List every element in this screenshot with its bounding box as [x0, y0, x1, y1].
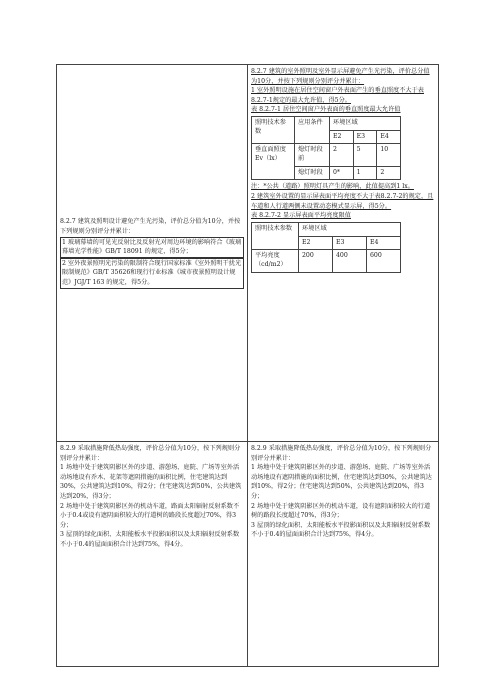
zone-cell: E3 [353, 130, 377, 144]
clause-heading: 8.2.9 采取措施降低热岛强度，评价总分值为10分，按下列规则分别评分并累计： [251, 445, 432, 462]
clause-item-1: 1 室外照明设施在居住空间窗户外表面产生的垂直照度不大于表8.2.7-1规定的最大允许值，得5分。 [251, 87, 424, 104]
clause-item-1: 1 玻璃幕墙的可见光反射比及反射光对周边环境的影响符合《玻璃幕墙光学性能》GB/T 18091 的规定，得5分； [60, 237, 244, 258]
clause-item-2: 2 场地中处于建筑阴影区外的机动车道，设有遮阴面积较大的行道树的路段长度超过70%，得3分； [251, 502, 431, 520]
clause-8-2-9-new [248, 442, 439, 667]
condition-cell: 熄灯时段前 [295, 144, 330, 166]
value-cell: 400 [333, 250, 367, 272]
zone-cell: E4 [367, 236, 401, 250]
header-cell: 照明技术参数 [252, 117, 295, 144]
header-cell: 环境区域 [330, 117, 401, 131]
luminance-table [251, 222, 401, 273]
condition-cell: 熄灯时段 [295, 166, 330, 180]
value-cell: 0* [330, 166, 354, 180]
value-cell: 2 [377, 166, 401, 180]
header-cell: 应用条件 [295, 117, 330, 144]
zone-cell: E4 [377, 130, 401, 144]
table-caption: 表 8.2.7-1 居住空间窗户外表面的垂直照度最大允许值 [251, 106, 401, 114]
clause-item-3: 3 屋顶的绿化面积、太阳能板水平投影面积以及太阳辐射反射系数不小于0.4的屋面面积合计达到75%，得4分。 [251, 521, 431, 539]
clause-8-2-7-old [57, 65, 248, 442]
clause-8-2-7-new [248, 65, 439, 442]
clause-heading: 8.2.7 建筑及照明设计避免产生光污染，评价总分值为10分，并按下列规则分别评分并累计： [60, 218, 241, 235]
value-cell: 2 [330, 144, 354, 166]
value-cell: 10 [377, 144, 401, 166]
clause-item-3: 3 屋顶的绿化面积、太阳能板水平投影面积以及太阳辐射反射系数不小于0.4的屋面面积合计达到75%，得4分。 [60, 531, 240, 549]
table-note: 注：*公共（道路）照明灯具产生的影响，此值提高到1 lx。 [251, 183, 414, 191]
header-cell: 环境区域 [299, 222, 401, 236]
comparison-table [56, 64, 439, 667]
param-cell: 垂直面照度Ev（lx） [252, 144, 295, 180]
value-cell: 600 [367, 250, 401, 272]
zone-cell: E2 [330, 130, 354, 144]
table-row [57, 442, 439, 667]
value-cell: 5 [353, 144, 377, 166]
header-cell: 照明技术参数 [252, 222, 299, 249]
table-caption: 表 8.2.7-2 显示屏表面平均亮度限值 [251, 212, 351, 220]
clause-item-2: 2 场地中处于建筑阴影区外的机动车道，路面太阳辐射反射系数不小于0.4或设有遮阴面积较大的行道树的路段长度超过70%，得3分； [60, 502, 240, 529]
clause-item-2: 2 建筑室外设置的显示屏表面平均亮度不大于表8.2.7-2的规定，且车道和人行道两侧未设置动态模式显示屏，得5分。 [251, 193, 434, 210]
clause-heading: 8.2.7 建筑的室外照明及室外显示屏避免产生光污染，评价总分值为10分，并按下列规则分别评分并累计： [251, 68, 430, 85]
zone-cell: E2 [299, 236, 333, 250]
clause-item-1: 1 场地中处于建筑阴影区外的步道、游憩场、庭院、广场等室外活动场地设有遮阴措施的面积比例，住宅建筑达到30%，公共建筑达到10%，得2分；住宅建筑达到50%，公共建筑达到20%，得3分； [251, 464, 432, 501]
clause-item-2: 2 室外夜景照明光污染的限制符合现行国家标准《室外照明干扰光限制规范》GB/T 35626和现行行业标准《城市夜景照明设计规范》JGJ/T 163 的规定，得5分。 [60, 258, 244, 289]
value-cell: 200 [299, 250, 333, 272]
clause-heading: 8.2.9 采取措施降低热岛强度，评价总分值为10分，按下列规则分别评分并累计： [60, 445, 241, 462]
clause-8-2-9-old [57, 442, 248, 667]
table-row [57, 65, 439, 442]
clause-item-1: 1 场地中处于建筑阴影区外的步道、游憩场、庭院、广场等室外活动场地设有乔木、花架等遮阴措施的面积比例，住宅建筑达到30%，公共建筑达到10%，得2分；住宅建筑达到50%，公共建筑达到20%，得3分； [60, 464, 242, 501]
param-cell: 平均亮度（cd/m2） [252, 250, 299, 272]
zone-cell: E3 [333, 236, 367, 250]
illuminance-table [251, 116, 401, 180]
value-cell: 1 [353, 166, 377, 180]
